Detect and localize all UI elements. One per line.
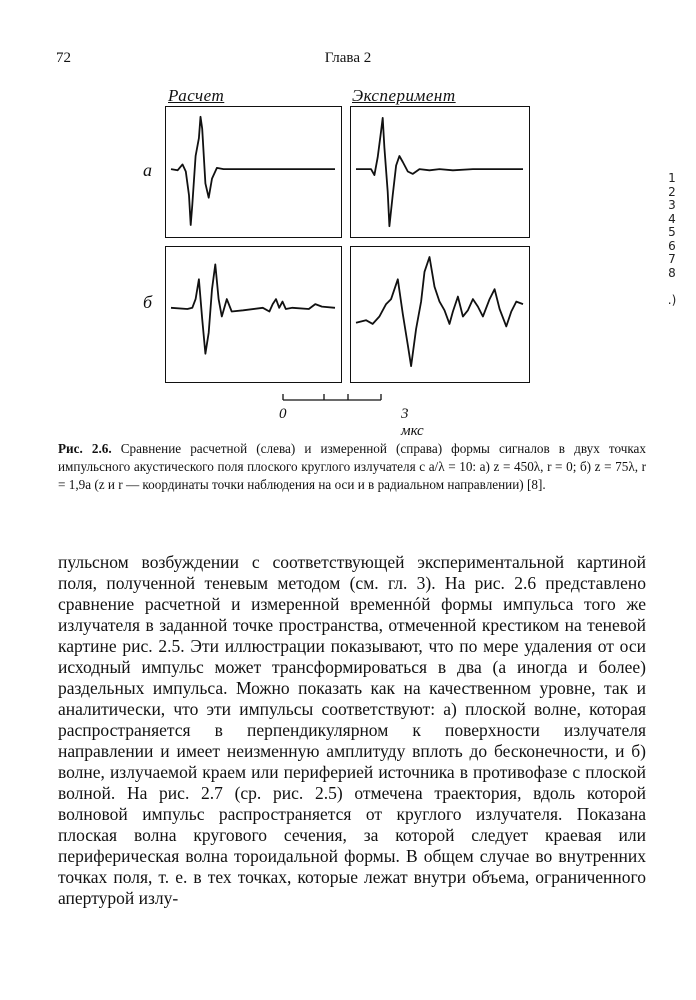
waveform-b-right (351, 247, 528, 381)
page-number: 72 (56, 50, 71, 66)
panel-b-right (350, 246, 530, 383)
axis-start-label: 0 (279, 406, 287, 422)
margin-glyph: 4 (668, 211, 676, 226)
margin-glyph: 5 (668, 225, 676, 239)
waveform-a-left (166, 107, 340, 236)
panel-a-right (350, 106, 530, 238)
axis-end-label: 3 мкс (401, 406, 424, 439)
waveform-trace-a-right (356, 118, 523, 226)
right-column-title: Эксперимент (352, 86, 456, 105)
margin-glyph: 6 (668, 238, 676, 253)
margin-glyph: 3 (668, 198, 676, 212)
waveform-trace-b-left (171, 264, 335, 353)
row-a-label: а (143, 160, 152, 180)
waveform-a-right (351, 107, 528, 236)
figure-caption (58, 440, 646, 494)
margin-glyph: 1 (668, 171, 676, 185)
waveform-b-left (166, 247, 340, 381)
row-b-label: б (143, 292, 153, 312)
margin-glyphs (664, 172, 680, 308)
margin-glyph: 8 (668, 265, 676, 280)
running-head: Глава 2 (324, 50, 372, 66)
waveform-trace-a-left (171, 117, 335, 225)
caption-text: Сравнение расчетной (слева) и измеренной (справа) формы сигналов в двух точках импульсного акустического поля плоского круглого излучателя с a/λ = 10: а) z = 450λ, r = 0; б) z = 75λ, r = 1,9a (z и r — координаты точки наблюдения на оси и в радиальном направлении) [8]. (58, 441, 646, 492)
waveform-trace-b-right (356, 257, 523, 366)
margin-glyph: 7 (668, 252, 676, 266)
margin-glyph: .) (667, 293, 677, 307)
time-axis (270, 392, 420, 408)
left-column-title: Расчет (168, 86, 225, 105)
body-text (58, 552, 646, 909)
figure-number: Рис. 2.6. (58, 441, 112, 456)
body-paragraph: пульсном возбуждении с соответствующей экспериментальной картиной поля, полученной теневым методом (см. гл. 3). На рис. 2.6 представлено сравнение расчетной и измеренной временнóй формы импульса того же излучателя в заданной точке пространства, отмеченной крестиком на теневой картине рис. 2.5. Эти иллюстрации показывают, что по мере удаления от оси исходный импульс может трансформироваться в два (а иногда и более) раздельных импульса. Можно показать как на качественном уровне, так и аналитически, что эти импульсы соответствуют: а) плоской волне, которая распространяется в перпендикулярном к поверхности излучателя направлении и имеет неизменную амплитуду вплоть до бесконечности, и б) волне, излучаемой краем или периферией источника в противофазе с плоской волной. На рис. 2.7 (ср. рис. 2.5) отмечена траектория, вдоль которой волновой импульс распространяется от круглого излучателя. Показана плоская волна кругового сечения, за которой следует краевая или периферическая волна тороидальной формы. В общем случае во внутренних точках поля, т. е. в тех точках, которые лежат внутри объема, ограниченного апертурой излу- (58, 552, 646, 908)
panel-b-left (165, 246, 342, 383)
margin-glyph: 2 (668, 184, 676, 199)
panel-a-left (165, 106, 342, 238)
